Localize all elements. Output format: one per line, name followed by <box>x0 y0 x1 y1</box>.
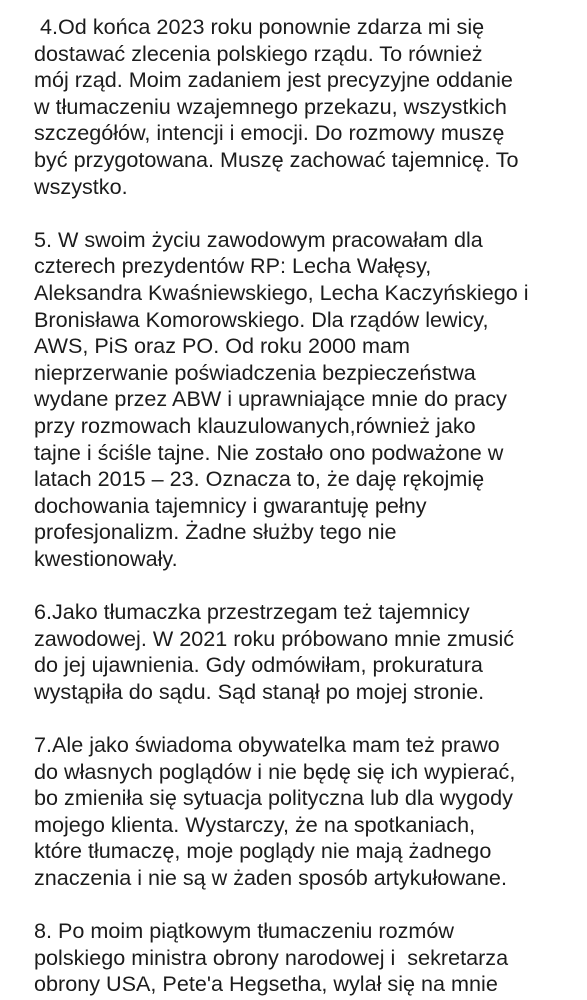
text-line: szczegółów, intencji i emocji. Do rozmowy muszę <box>34 120 505 146</box>
text-line: latach 2015 – 23. Oznacza to, że daję rękojmię <box>34 466 485 492</box>
text-line: AWS, PiS oraz PO. Od roku 2000 mam <box>34 333 411 359</box>
text-line: zawodowej. W 2021 roku próbowano mnie zmusić <box>34 625 515 651</box>
text-line: do własnych poglądów i nie będę się ich wypierać, <box>34 758 516 784</box>
text-line: mój rząd. Moim zadaniem jest precyzyjne oddanie <box>34 67 513 93</box>
text-line: kwestionowały. <box>34 545 178 571</box>
text-line: czterech prezydentów RP: Lecha Wałęsy, <box>34 253 432 279</box>
text-line: 4.Od końca 2023 roku ponownie zdarza mi się <box>34 14 485 39</box>
text-line: w tłumaczeniu wzajemnego przekazu, wszystkich <box>34 93 507 119</box>
text-line: do jej ujawnienia. Gdy odmówiłam, prokuratura <box>34 652 483 678</box>
text-line: dochowania tajemnicy i gwarantuję pełny <box>34 492 427 518</box>
text-line: wszystko. <box>34 173 128 199</box>
text-line: bo zmieniła się sytuacja polityczna lub dla wygody <box>34 785 513 811</box>
text-line: być przygotowana. Muszę zachować tajemnicę. To <box>34 146 519 172</box>
text-line: polskiego ministra obrony narodowej i sekretarza <box>34 944 509 970</box>
paragraph-point-4 <box>34 14 587 200</box>
text-line: 6.Jako tłumaczka przestrzegam też tajemnicy <box>34 599 470 625</box>
text-line: profesjonalizm. Żadne służby tego nie <box>34 519 397 545</box>
text-line: wydane przez ABW i uprawniające mnie do pracy <box>34 386 507 412</box>
text-line: które tłumaczę, moje poglądy nie mają żadnego <box>34 838 492 864</box>
text-line: nieprzerwanie poświadczenia bezpieczeństwa <box>34 359 476 385</box>
text-line: 8. Po moim piątkowym tłumaczeniu rozmów <box>34 918 455 944</box>
text-line: wystąpiła do sądu. Sąd stanął po mojej stronie. <box>34 678 485 704</box>
paragraph-point-6 <box>34 599 587 705</box>
paragraph-point-7 <box>34 732 587 892</box>
paragraph-point-8 <box>34 918 587 998</box>
text-line: Bronisława Komorowskiego. Dla rządów lewicy, <box>34 306 489 332</box>
text-line: Aleksandra Kwaśniewskiego, Lecha Kaczyńskiego i <box>34 279 529 305</box>
text-line: znaczenia i nie są w żaden sposób artykułowane. <box>34 865 507 890</box>
text-line: przy rozmowach klauzulowanych,również jako <box>34 412 476 438</box>
text-line: obrony USA, Pete'a Hegsetha, wylał się na mnie <box>34 971 498 997</box>
text-line: dostawać zlecenia polskiego rządu. To również <box>34 40 483 66</box>
text-line: 7.Ale jako świadoma obywatelka mam też prawo <box>34 732 500 758</box>
text-line: tajne i ściśle tajne. Nie zostało ono podważone w <box>34 439 504 465</box>
paragraph-point-5 <box>34 227 587 573</box>
text-line: mojego klienta. Wystarczy, że na spotkaniach, <box>34 811 476 837</box>
text-line: 5. W swoim życiu zawodowym pracowałam dla <box>34 226 483 252</box>
